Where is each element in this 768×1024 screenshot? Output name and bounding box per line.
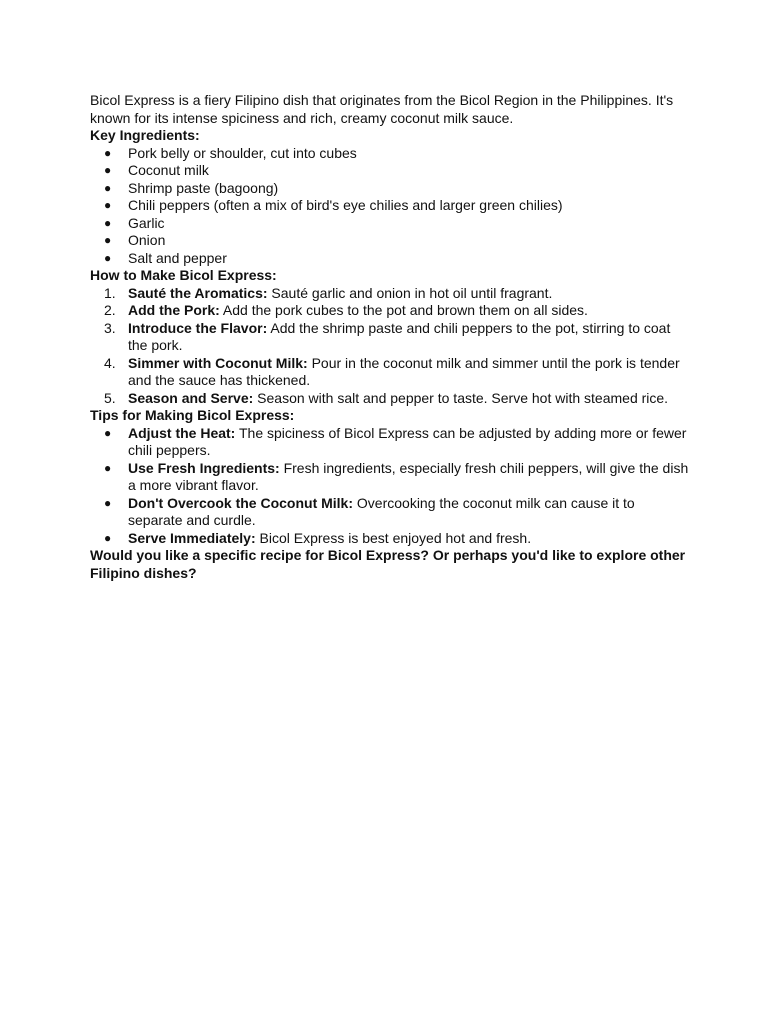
step-item — [90, 285, 690, 303]
bullet-marker: ● — [104, 198, 112, 212]
bullet-marker: ● — [104, 180, 112, 195]
tip-text: The spiciness of Bicol Express can be adjusted by adding more or fewer chili peppers. — [128, 424, 687, 458]
tip-title: Use Fresh Ingredients: — [128, 459, 280, 476]
tips-heading: Tips for Making Bicol Express: — [90, 407, 295, 423]
step-text: Season with salt and pepper to taste. Serve hot with steamed rice. — [253, 389, 669, 406]
tip-title: Serve Immediately: — [128, 529, 256, 546]
list-item — [90, 232, 690, 250]
step-text: Add the pork cubes to the pot and brown them on all sides. — [219, 302, 588, 318]
step-number: 3. — [104, 319, 116, 336]
ingredient-text: Chili peppers (often a mix of bird's eye chilies and larger green chilies) — [128, 197, 563, 213]
steps-list — [90, 285, 690, 408]
tip-item — [90, 425, 690, 460]
ingredient-text: Onion — [128, 232, 166, 248]
list-item — [90, 145, 690, 163]
tip-text: Fresh ingredients, especially fresh chili peppers, will give the dish a more vibrant flavor. — [128, 459, 689, 493]
bullet-marker: ● — [104, 163, 112, 177]
bullet-marker: ● — [104, 145, 112, 160]
bullet-marker: ● — [104, 215, 112, 230]
tip-title: Don't Overcook the Coconut Milk: — [128, 494, 354, 511]
step-text: Add the shrimp paste and chili peppers to the pot, stirring to coat the pork. — [128, 319, 671, 353]
bullet-marker: ● — [104, 250, 112, 265]
step-number: 1. — [104, 284, 116, 301]
step-text: Sauté garlic and onion in hot oil until fragrant. — [267, 284, 553, 301]
bullet-marker: ● — [104, 233, 112, 247]
list-item — [90, 250, 690, 268]
bullet-marker: ● — [104, 425, 112, 440]
step-number: 2. — [104, 302, 116, 318]
closing-question: Would you like a specific recipe for Bicol Express? Or perhaps you'd like to explore other Filipino dishes? — [90, 547, 686, 581]
document-page — [90, 92, 690, 582]
ingredient-text: Salt and pepper — [128, 249, 227, 266]
intro-paragraph: Bicol Express is a fiery Filipino dish that originates from the Bicol Region in the Philippines. It's known for its intense spiciness and rich, creamy coconut milk sauce. — [90, 92, 674, 126]
step-title: Introduce the Flavor: — [128, 319, 268, 336]
step-title: Add the Pork: — [128, 302, 220, 318]
step-item — [90, 320, 690, 355]
tips-list — [90, 425, 690, 548]
step-title: Season and Serve: — [128, 389, 254, 406]
step-number: 5. — [104, 389, 116, 406]
step-title: Sauté the Aromatics: — [128, 284, 268, 301]
steps-heading: How to Make Bicol Express: — [90, 267, 277, 283]
tip-item — [90, 495, 690, 530]
tip-text: Overcooking the coconut milk can cause it to separate and curdle. — [128, 494, 635, 528]
step-number: 4. — [104, 354, 116, 371]
ingredient-text: Garlic — [128, 214, 165, 231]
ingredient-text: Shrimp paste (bagoong) — [128, 179, 279, 196]
ingredients-list — [90, 145, 690, 268]
bullet-marker: ● — [104, 530, 112, 545]
ingredients-heading: Key Ingredients: — [90, 127, 200, 143]
tip-title: Adjust the Heat: — [128, 424, 236, 441]
bullet-marker: ● — [104, 495, 112, 510]
list-item — [90, 162, 690, 180]
list-item — [90, 197, 690, 215]
bullet-marker: ● — [104, 460, 112, 475]
step-title: Simmer with Coconut Milk: — [128, 354, 308, 371]
ingredient-text: Pork belly or shoulder, cut into cubes — [128, 144, 357, 161]
list-item — [90, 215, 690, 233]
ingredient-text: Coconut milk — [128, 162, 209, 178]
step-item — [90, 390, 690, 408]
tip-item — [90, 460, 690, 495]
list-item — [90, 180, 690, 198]
step-item — [90, 355, 690, 390]
tip-item — [90, 530, 690, 548]
tip-text: Bicol Express is best enjoyed hot and fresh. — [255, 529, 532, 546]
step-item — [90, 302, 690, 320]
step-text: Pour in the coconut milk and simmer until the pork is tender and the sauce has thickened. — [128, 354, 680, 388]
